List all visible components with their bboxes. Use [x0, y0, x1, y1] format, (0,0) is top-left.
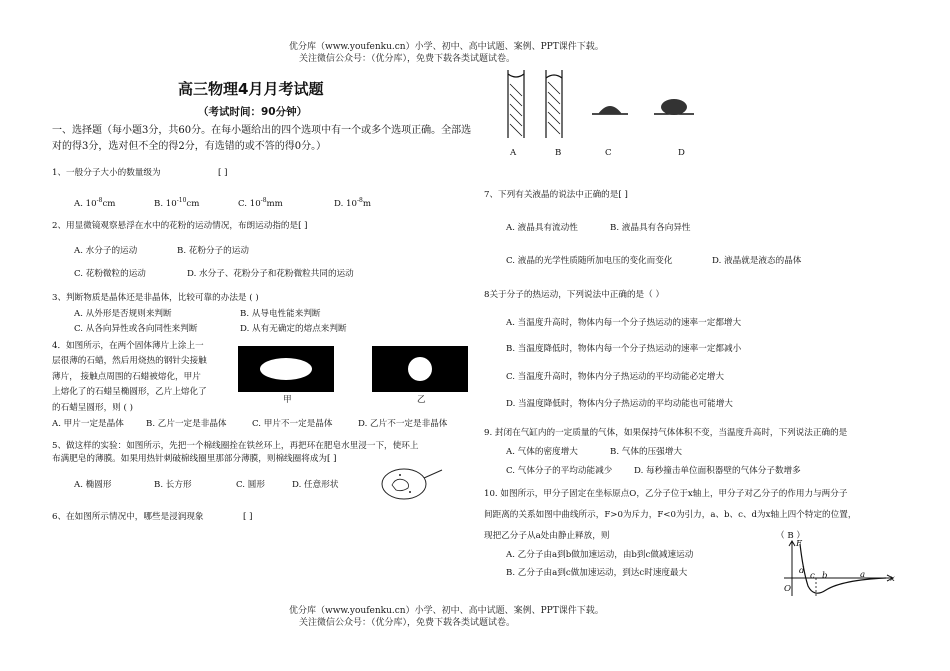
q3-option-b: B. 从导电性能来判断	[240, 309, 321, 319]
q8-option-d: D. 当温度降低时，物体内分子热运动的平均动能也可能增大	[506, 399, 733, 409]
q5-line-1: 5、做这样的实验：如图所示，先把一个棉线圈拴在铁丝环上，再把环在肥皂水里浸一下，使环上	[52, 441, 419, 451]
q3-stem: 3、判断物质是晶体还是非晶体，比较可靠的办法是 ( )	[52, 293, 259, 303]
q1-option-d: D. $10^{-8}m$	[334, 197, 371, 209]
q7-option-a: A. 液晶具有流动性	[506, 223, 578, 233]
graph-label-x: x	[890, 574, 895, 584]
q8-stem: 8关于分子的热运动，下列说法中正确的是（ ）	[484, 290, 665, 300]
q4-option-a: A. 甲片一定是晶体	[52, 419, 124, 429]
q7-stem: 7、下列有关液晶的说法中正确的是[ ]	[484, 190, 628, 200]
footer-line-2: 关注微信公众号：（优分库），免费下载各类试题试卷。	[299, 618, 516, 628]
q3-option-a: A. 从外形是否规则来判断	[74, 309, 172, 319]
q4-option-d: D. 乙片不一定是非晶体	[358, 419, 448, 429]
q6-bracket: [ ]	[243, 512, 253, 522]
q3-option-d: D. 从有无确定的熔点来判断	[240, 324, 347, 334]
wetting-figure	[498, 70, 718, 145]
q9-option-a: A. 气体的密度增大	[506, 447, 578, 457]
q5-option-c: C. 圆形	[236, 480, 265, 490]
graph-label-a: a	[860, 570, 866, 580]
section-instructions: 一、选择题（每小题3分，共60分。在每小题给出的四个选项中有一个或多个选项正确。全部选对的得3分，选对但不全的得2分，有选错的或不答的得0分。）	[52, 125, 472, 152]
q8-option-c: C. 当温度升高时，物体内分子热运动的平均动能必定增大	[506, 372, 724, 382]
q4-line-3: 薄片， 接触点周围的石蜡被熔化，甲片	[52, 372, 201, 382]
q1-bracket: [ ]	[218, 168, 228, 178]
graph-label-c: c	[810, 571, 815, 581]
fig-label-c: C	[605, 148, 612, 158]
q4-figure	[238, 346, 480, 408]
q2-option-b: B. 花粉分子的运动	[177, 246, 249, 256]
q7-option-c: C. 液晶的光学性质随所加电压的变化而变化	[506, 256, 673, 266]
q4-line-1: 4．如图所示，在两个固体薄片上涂上一	[52, 341, 204, 351]
q5-option-d: D. 任意形状	[292, 480, 339, 490]
q2-option-d: D. 水分子、花粉分子和花粉微粒共同的运动	[187, 269, 354, 279]
q2-option-c: C. 花粉微粒的运动	[74, 269, 146, 279]
soap-film-ring-figure	[380, 466, 444, 502]
q1-option-c: C. $10^{-8}mm$	[238, 197, 283, 209]
q7-option-d: D. 液晶就是液态的晶体	[712, 256, 802, 266]
fig-label-b: B	[555, 148, 562, 158]
q3-option-c: C. 从各向异性或各向同性来判断	[74, 324, 198, 334]
label-jia: 甲	[283, 395, 292, 405]
fig-label-d: D	[678, 148, 685, 158]
q5-option-b: B. 长方形	[154, 480, 192, 490]
q9-option-c: C. 气体分子的平均动能减少	[506, 466, 613, 476]
label-yi: 乙	[417, 395, 426, 405]
q8-option-b: B. 当温度降低时，物体内每一个分子热运动的速率一定都减小	[506, 344, 742, 354]
q10-line-3: 现把乙分子从a处由静止释放，则	[484, 531, 610, 541]
q1-stem: 1、一般分子大小的数量级为	[52, 168, 161, 178]
q2-option-a: A. 水分子的运动	[74, 246, 138, 256]
exam-time: （考试时间：90分钟）	[198, 106, 308, 118]
q6-stem: 6、在如图所示情况中，哪些是浸润现象	[52, 512, 204, 522]
graph-label-o: O	[784, 584, 792, 594]
header-line-1: 优分库（www.youfenku.cn）小学、初中、高中试题、案例、PPT课件下载。	[289, 42, 604, 52]
q4-line-2: 层很薄的石蜡，然后用烧热的钢针尖接触	[52, 356, 207, 366]
q8-option-a: A. 当温度升高时，物体内每一个分子热运动的速率一定都增大	[506, 318, 742, 328]
q4-line-5: 的石蜡呈圆形，则 ( )	[52, 403, 133, 413]
q10-line-1: 10. 如图所示，甲分子固定在坐标原点O，乙分子位于x轴上，甲分子对乙分子的作用力与两分子	[484, 489, 848, 499]
melted-circle	[408, 357, 432, 381]
graph-label-b: b	[822, 571, 828, 581]
q1-option-b: B. $10^{-10}cm$	[154, 197, 200, 209]
q10-option-b: B. 乙分子由a到c做加速运动，到达c时速度最大	[506, 568, 688, 578]
q1-option-a: A. $10^{-8}cm$	[74, 197, 116, 209]
fig-label-a: A	[510, 148, 517, 158]
q4-option-b: B. 乙片一定是非晶体	[146, 419, 227, 429]
q10-option-a: A. 乙分子由a到b做加速运动，由b到c做减速运动	[506, 550, 694, 560]
q9-stem: 9. 封闭在气缸内的一定质量的气体，如果保持气体体积不变，当温度升高时，下列说法正确的是	[484, 428, 848, 438]
q9-option-d: D. 每秒撞击单位面积器壁的气体分子数增多	[634, 466, 801, 476]
exam-title: 高三物理4月月考试题	[178, 80, 324, 98]
q10-bracket: （ B ）	[776, 531, 805, 541]
q4-line-4: 上熔化了的石蜡呈椭圆形，乙片上熔化了	[52, 387, 207, 397]
graph-label-d: d	[799, 566, 805, 576]
q4-option-c: C. 甲片不一定是晶体	[252, 419, 333, 429]
q7-option-b: B. 液晶具有各向异性	[610, 223, 691, 233]
graph-label-f: F	[796, 539, 802, 549]
footer-line-1: 优分库（www.youfenku.cn）小学、初中、高中试题、案例、PPT课件下载。	[289, 606, 604, 616]
melted-ellipse	[260, 358, 312, 380]
q9-option-b: B. 气体的压强增大	[610, 447, 682, 457]
q5-option-a: A. 椭圆形	[74, 480, 112, 490]
header-line-2: 关注微信公众号：（优分库），免费下载各类试题试卷。	[299, 54, 516, 64]
q5-line-2: 布满肥皂的薄膜。如果用热针刺破棉线圈里那部分薄膜，则棉线圈将成为[ ]	[52, 454, 337, 464]
q2-stem: 2、用显微镜观察悬浮在水中的花粉的运动情况，布朗运动指的是[ ]	[52, 221, 308, 231]
q10-line-2: 间距离的关系如图中曲线所示，F>0为斥力，F<0为引力，a、b、c、d为x轴上四个特定的位置，	[484, 510, 857, 520]
